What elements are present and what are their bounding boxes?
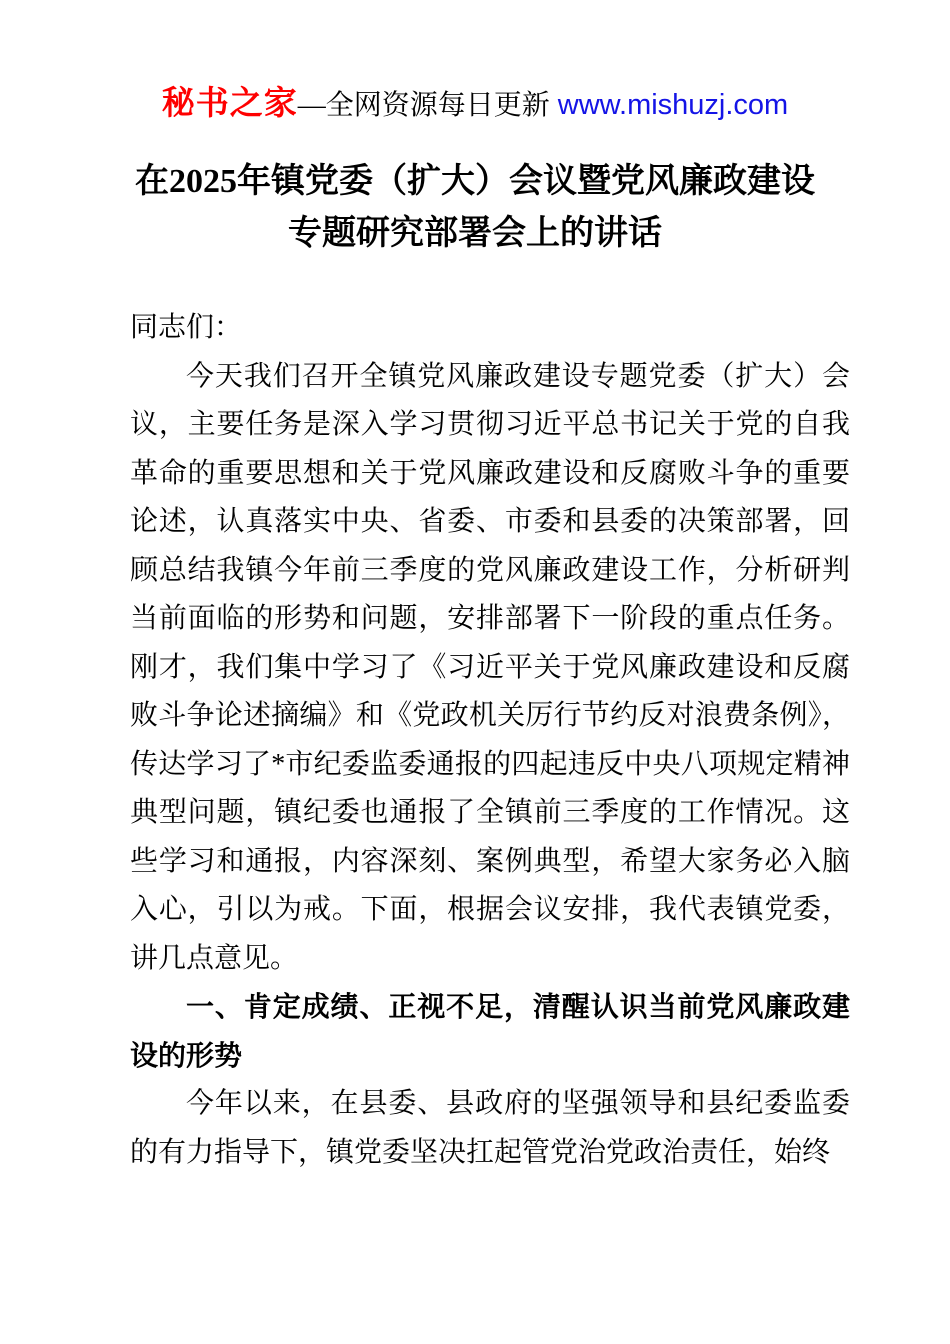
site-url-link[interactable]: www.mishuzj.com bbox=[557, 89, 789, 121]
site-brand: 秘书之家 bbox=[161, 86, 298, 122]
document-title-line2: 专题研究部署会上的讲话 bbox=[288, 215, 662, 252]
document-title bbox=[0, 156, 950, 260]
paragraph: 今年以来，在县委、县政府的坚强领导和县纪委监委的有力指导下，镇党委坚决扛起管党治党政治责任，始终 bbox=[130, 1088, 850, 1168]
paragraph: 同志们： bbox=[130, 312, 243, 343]
site-tagline: —全网资源每日更新 bbox=[297, 90, 550, 121]
site-header bbox=[0, 84, 950, 130]
paragraph: 今天我们召开全镇党风廉政建设专题党委（扩大）会议，主要任务是深入学习贯彻习近平总书记关于党的自我革命的重要思想和关于党风廉政建设和反腐败斗争的重要论述，认真落实中央、省委、市委和县委的决策部署，回顾总结我镇今年前三季度的党风廉政建设工作，分析研判当前面临的形势和问题，安排部署下一阶段的重点任务。刚才，我们集中学习了《习近平关于党风廉政建设和反腐败斗争论述摘编》和《党政机关厉行节约反对浪费条例》，传达学习了*市纪委监委通报的四起违反中央八项规定精神典型问题，镇纪委也通报了全镇前三季度的工作情况。这些学习和通报，内容深刻、案例典型，希望大家务必入脑入心，引以为戒。下面，根据会议安排，我代表镇党委，讲几点意见。 bbox=[130, 360, 850, 974]
document-title-line1: 在2025年镇党委（扩大）会议暨党风廉政建设 bbox=[135, 163, 815, 200]
document-body bbox=[0, 304, 950, 1177]
section-heading: 一、肯定成绩、正视不足，清醒认识当前党风廉政建设的形势 bbox=[130, 991, 850, 1071]
